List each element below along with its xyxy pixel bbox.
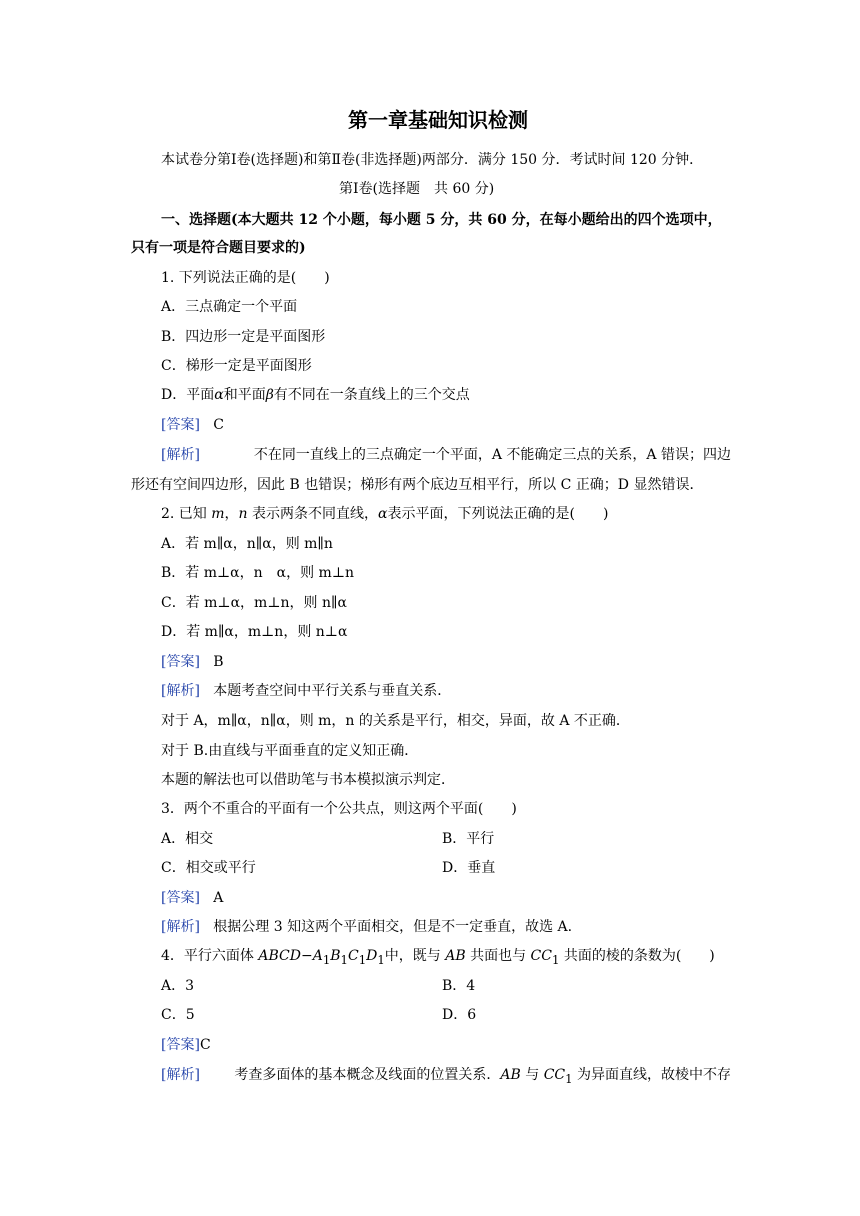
option-a: A．若 m∥α，n∥α，则 m∥n (161, 536, 333, 552)
option-a: A．三点确定一个平面 (161, 299, 298, 315)
analysis-line: [解析] 不在同一直线上的三点确定一个平面，A 不能确定三点的关系，A 错误；四边 (161, 447, 731, 463)
option-b: B．4 (442, 978, 476, 994)
instructions-line-1: 一、选择题(本大题共 12 个小题，每小题 5 分，共 60 分，在每小题给出的四个选项中， (161, 212, 722, 228)
answer-tag: [答案] (161, 654, 200, 670)
option-a: A．3 (161, 978, 195, 994)
answer-line: [答案] A (161, 890, 224, 906)
answer-tag: [答案] (161, 417, 200, 433)
option-c: C．若 m⊥α，m⊥n，则 n∥α (161, 595, 347, 611)
option-d: D．平面α和平面β有不同在一条直线上的三个交点 (161, 387, 470, 403)
option-b: B．四边形一定是平面图形 (161, 329, 326, 345)
analysis-tag: [解析] (161, 919, 200, 935)
option-b: B．平行 (442, 831, 495, 847)
option-a: A．相交 (161, 831, 214, 847)
exam-intro: 本试卷分第Ⅰ卷(选择题)和第Ⅱ卷(非选择题)两部分．满分 150 分．考试时间 120 分钟． (161, 152, 704, 168)
analysis-tag: [解析] (161, 1067, 200, 1083)
option-d: D．垂直 (442, 860, 496, 876)
answer-tag: [答案] (161, 890, 200, 906)
analysis-line: [解析] 根据公理 3 知这两个平面相交，但是不一定垂直，故选 A. (161, 919, 573, 935)
answer-line: [答案] C (161, 417, 225, 433)
analysis-line: [解析] 考查多面体的基本概念及线面的位置关系．AB 与 $CC_1$ 为异面直线，故棱中不存 (161, 1065, 731, 1089)
answer-tag: [答案] (161, 1037, 200, 1053)
option-d: D．6 (442, 1007, 477, 1023)
question-stem: 4．平行六面体 $ABCD-A_1B_1C_1D_1$中，既与 AB 共面也与 $CC_1$ 共面的棱的条数为( ) (161, 948, 715, 967)
question-stem: 3．两个不重合的平面有一个公共点，则这两个平面( ) (161, 801, 517, 817)
analysis-tag: [解析] (161, 447, 200, 463)
instructions-line-2: 只有一项是符合题目要求的) (131, 240, 306, 256)
analysis-line: 形还有空间四边形，因此 B 也错误；梯形有两个底边互相平行，所以 C 正确；D 显然错误． (131, 477, 704, 493)
analysis-tag: [解析] (161, 683, 200, 699)
option-d: D．若 m∥α，m⊥n，则 n⊥α (161, 624, 348, 640)
analysis-line: 对于 A，m∥α，n∥α，则 m，n 的关系是平行，相交，异面，故 A 不正确． (161, 713, 630, 729)
analysis-line: 对于 B.由直线与平面垂直的定义知正确． (161, 743, 419, 759)
option-c: C．5 (161, 1007, 195, 1023)
page-title: 第一章基础知识检测 (348, 108, 528, 132)
option-b: B．若 m⊥α，n α，则 m⊥n (161, 565, 355, 581)
option-c: C．梯形一定是平面图形 (161, 358, 312, 374)
analysis-line: [解析] 本题考查空间中平行关系与垂直关系． (161, 683, 452, 699)
question-stem: 2. 已知 m，n 表示两条不同直线，α表示平面，下列说法正确的是( ) (161, 506, 609, 522)
question-stem: 1. 下列说法正确的是( ) (161, 270, 330, 286)
answer-line: [答案]C (161, 1037, 211, 1053)
answer-line: [答案] B (161, 654, 224, 670)
section-header: 第Ⅰ卷(选择题 共 60 分) (339, 181, 495, 197)
option-c: C．相交或平行 (161, 860, 256, 876)
analysis-line: 本题的解法也可以借助笔与书本模拟演示判定． (161, 772, 455, 788)
